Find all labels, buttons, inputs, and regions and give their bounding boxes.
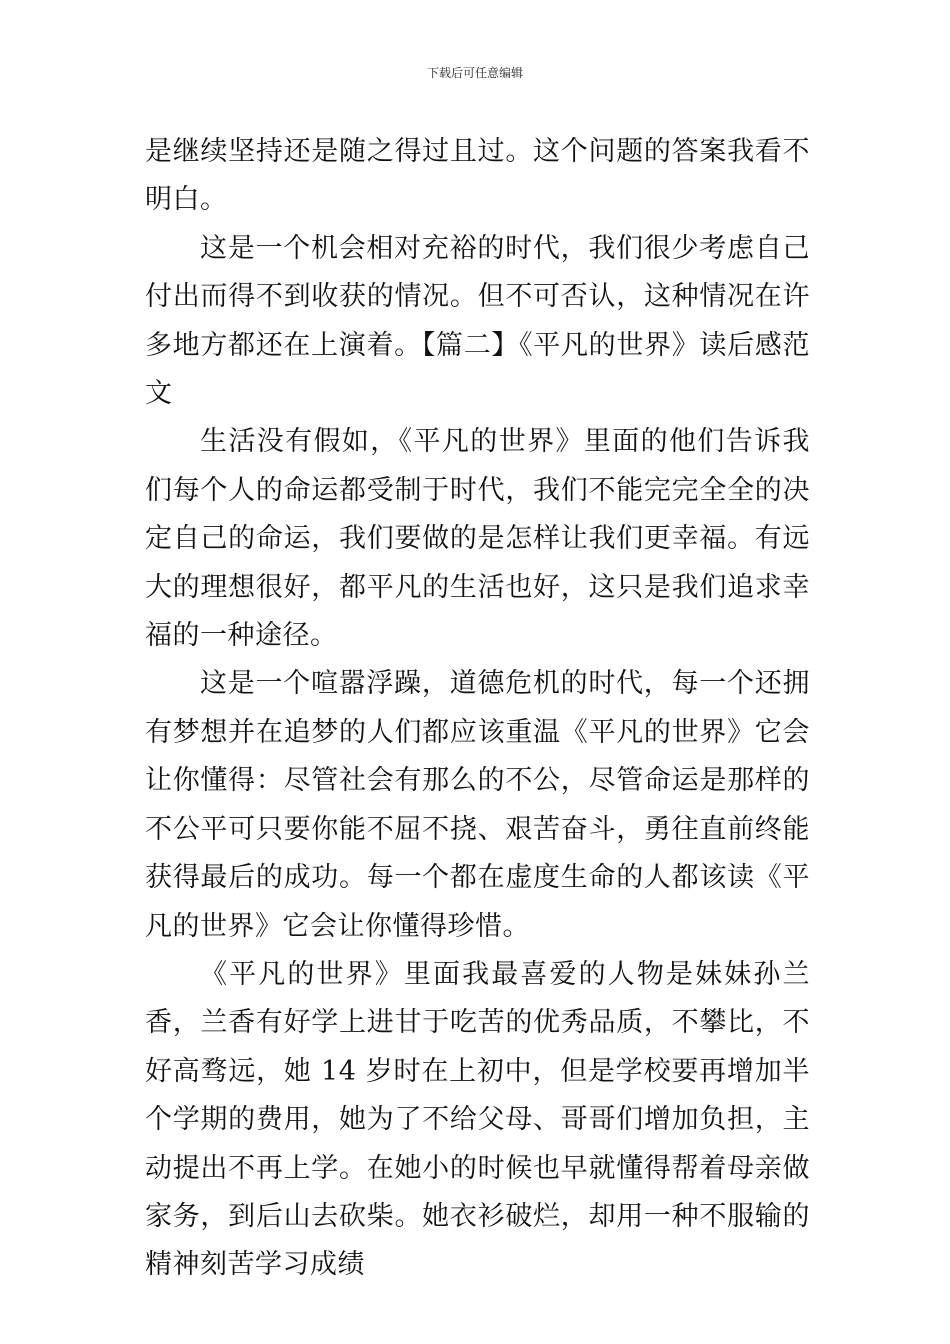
paragraph-continuation: 是继续坚持还是随之得过且过。这个问题的答案我看不明白。 bbox=[145, 136, 810, 216]
page-header-note: 下载后可任意编辑 bbox=[426, 66, 523, 80]
paragraph: 生活没有假如，《平凡的世界》里面的他们告诉我们每个人的命运都受制于时代，我们不能完完全全的决定自己的命运，我们要做的是怎样让我们更幸福。有远大的理想很好，都平凡的生活也好，这只是我们追求幸福的一种途径。 bbox=[145, 426, 810, 652]
paragraph: 《平凡的世界》里面我最喜爱的人物是妹妹孙兰香，兰香有好学上进甘于吃苦的优秀品质，不攀比，不好高骛远，她 14 岁时在上初中，但是学校要再增加半个学期的费用，她为了不给父母、哥哥们增加负担，主动提出不再上学。在她小的时候也早就懂得帮着母亲做家务，到后山去砍柴。她衣衫破烂，却用一种不服输的精神刻苦学习成绩 bbox=[145, 958, 810, 1281]
paragraph: 这是一个喧嚣浮躁，道德危机的时代，每一个还拥有梦想并在追梦的人们都应该重温《平凡的世界》它会让你懂得：尽管社会有那么的不公，尽管命运是那样的不公平可只要你能不屈不挠、艰苦奋斗，勇往直前终能获得最后的成功。每一个都在虚度生命的人都该读《平凡的世界》它会让你懂得珍惜。 bbox=[145, 668, 810, 942]
document-body bbox=[145, 128, 810, 1290]
paragraph: 这是一个机会相对充裕的时代，我们很少考虑自己付出而得不到收获的情况。但不可否认，这种情况在许多地方都还在上演着。【篇二】《平凡的世界》读后感范文 bbox=[145, 232, 810, 410]
